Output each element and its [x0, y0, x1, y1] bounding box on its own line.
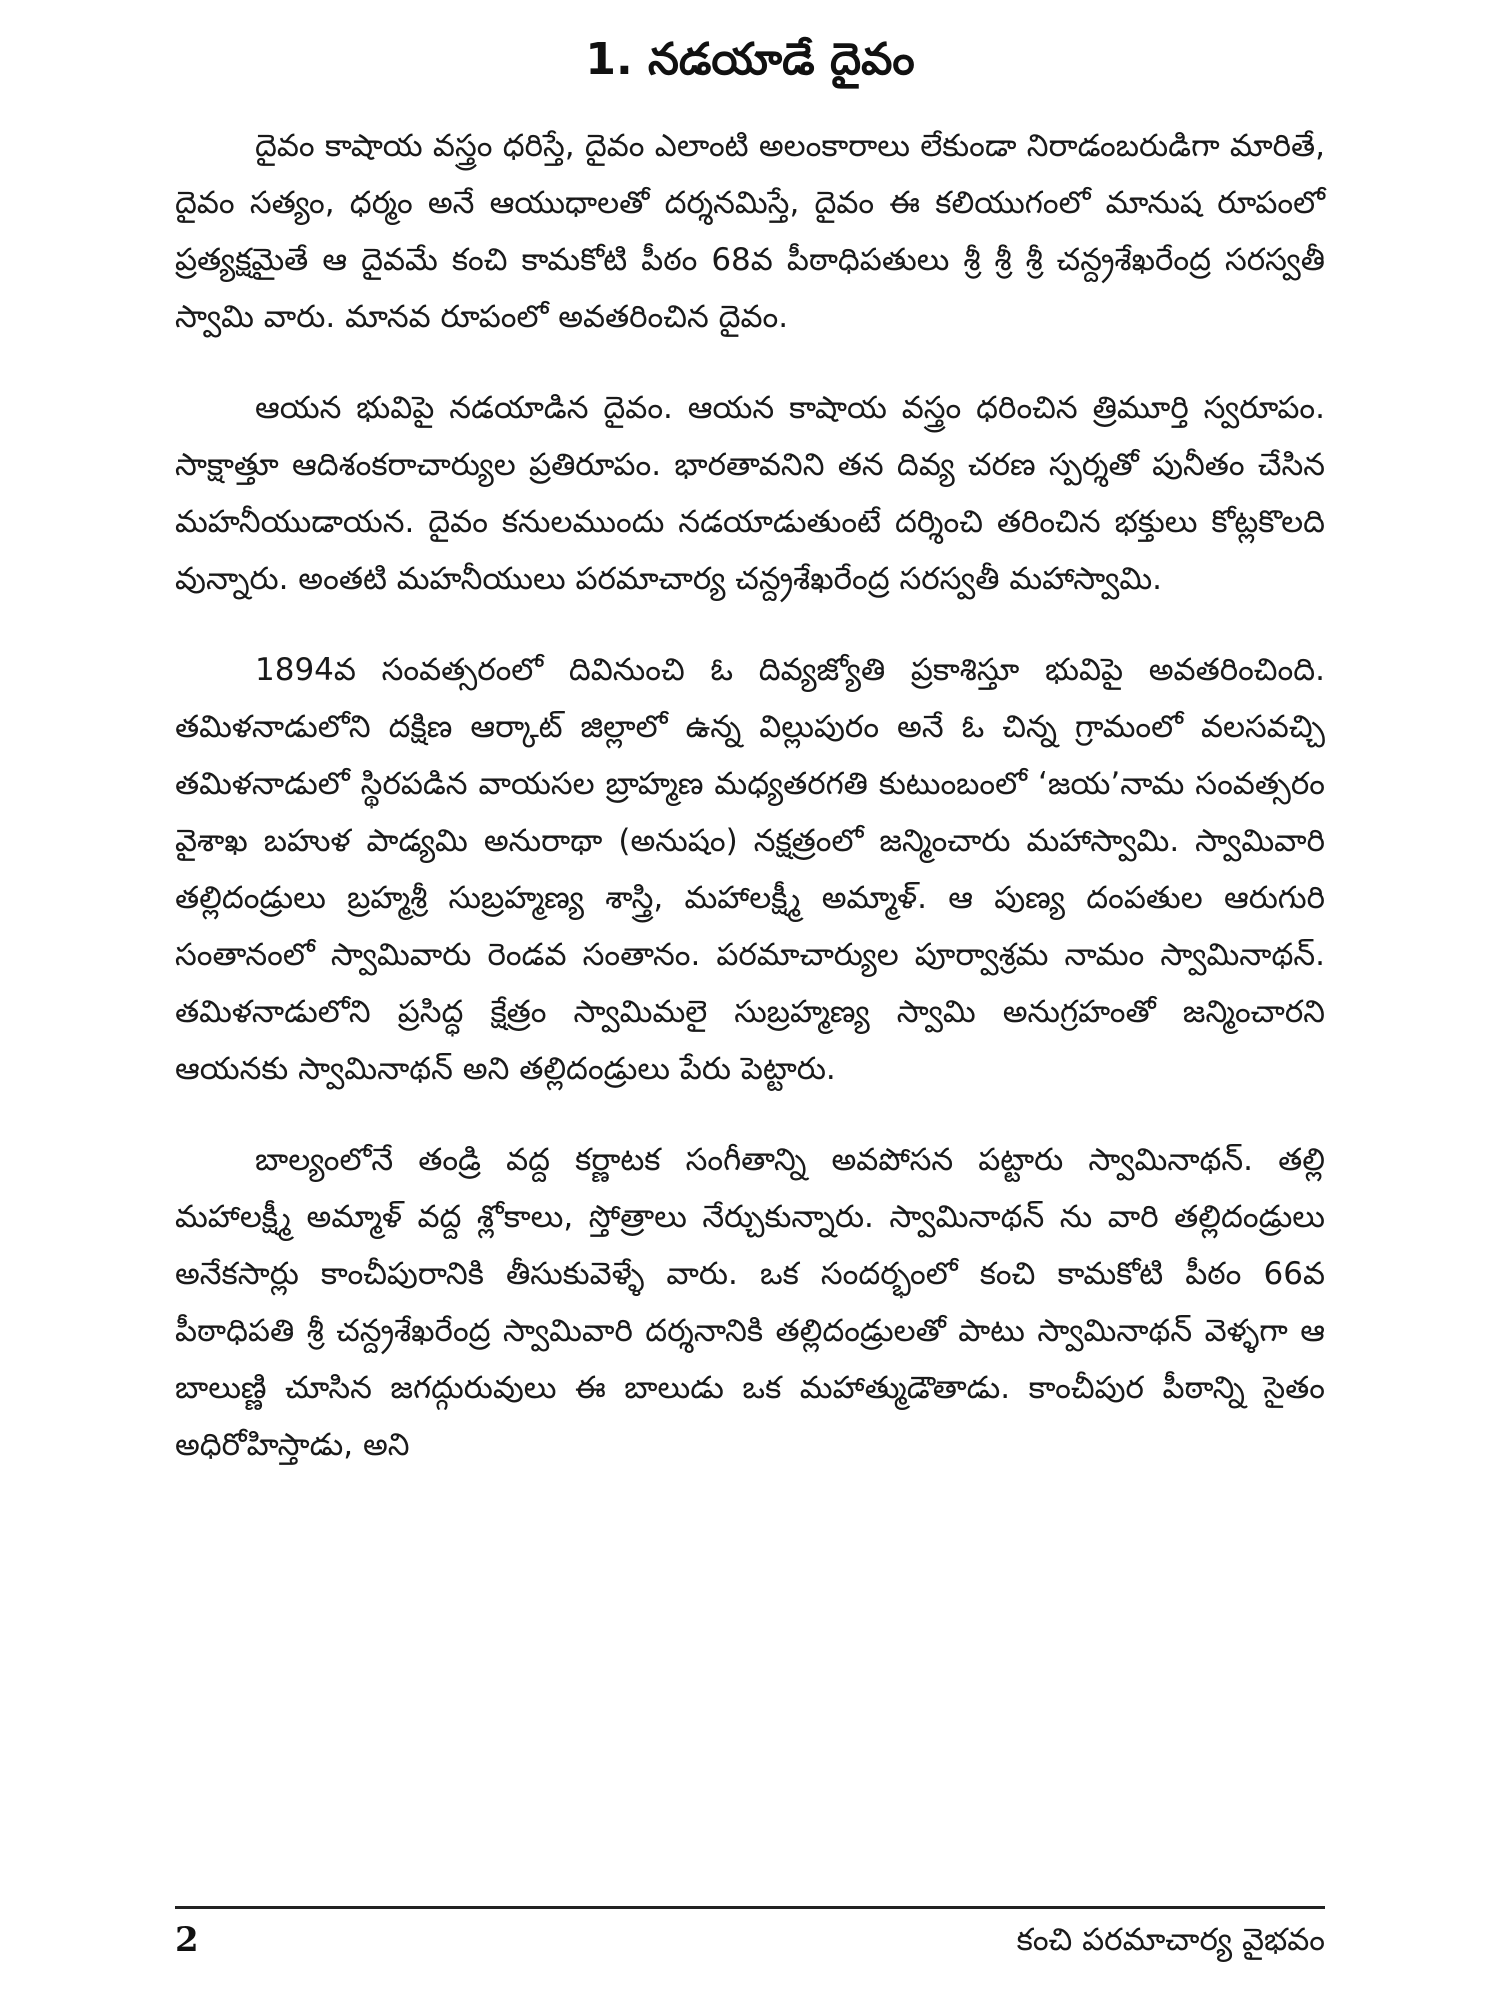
paragraph-4: బాల్యంలోనే తండ్రి వద్ద కర్ణాటక సంగీతాన్ని అవపోసన పట్టారు స్వామినాథన్. తల్లి మహాలక్ష్మీ అమ్మాళ్ వద్ద శ్లోకాలు, స్తోత్రాలు నేర్చుకున్నారు. స్వామినాథన్ ను వారి తల్లిదండ్రులు అనేకసార్లు కాంచీపురానికి తీసుకువెళ్ళే వారు. ఒక సందర్భంలో కంచి కామకోటి పీఠం 66వ పీఠాధిపతి శ్రీ చన్ద్రశేఖరేంద్ర స్వామివారి దర్శనానికి తల్లిదండ్రులతో పాటు స్వామినాథన్ వెళ్ళగా ఆ బాలుణ్ణి చూసిన జగద్గురువులు ఈ బాలుడు ఒక మహాత్ముడౌతాడు. కాంచీపుర పీఠాన్ని సైతం అధిరోహిస్తాడు, అని: [175, 1142, 1325, 1463]
paragraph-2: ఆయన భువిపై నడయాడిన దైవం. ఆయన కాషాయ వస్త్రం ధరించిన త్రిమూర్తి స్వరూపం. సాక్షాత్తూ ఆదిశంకరాచార్యుల ప్రతిరూపం. భారతావనిని తన దివ్య చరణ స్పర్శతో పునీతం చేసిన మహనీయుడాయన. దైవం కనులముందు నడయాడుతుంటే దర్శించి తరించిన భక్తులు కోట్లకొలది వున్నారు. అంతటి మహనీయులు పరమాచార్య చన్ద్రశేఖరేంద్ర సరస్వతీ మహాస్వామి.: [175, 390, 1325, 597]
page-number: 2: [175, 1920, 199, 1960]
chapter-body: [175, 118, 1325, 1508]
chapter-title: 1. నడయాడే దైవం: [585, 34, 915, 85]
paragraph-1: దైవం కాషాయ వస్త్రం ధరిస్తే, దైవం ఎలాంటి అలంకారాలు లేకుండా నిరాడంబరుడిగా మారితే, దైవం సత్యం, ధర్మం అనే ఆయుధాలతో దర్శనమిస్తే, దైవం ఈ కలియుగంలో మానుష రూపంలో ప్రత్యక్షమైతే ఆ దైవమే కంచి కామకోటి పీఠం 68వ పీఠాధిపతులు శ్రీ శ్రీ శ్రీ చన్ద్రశేఖరేంద్ర సరస్వతీ స్వామి వారు. మానవ రూపంలో అవతరించిన దైవం.: [175, 128, 1325, 335]
running-footer-title: కంచి పరమాచార్య వైభవం: [1016, 1922, 1325, 1958]
book-page: [175, 0, 1325, 2000]
footer-divider: [175, 1906, 1325, 1909]
paragraph-3: 1894వ సంవత్సరంలో దివినుంచి ఓ దివ్యజ్యోతి ప్రకాశిస్తూ భువిపై అవతరించింది. తమిళనాడులోని దక్షిణ ఆర్కాట్ జిల్లాలో ఉన్న విల్లుపురం అనే ఓ చిన్న గ్రామంలో వలసవచ్చి తమిళనాడులో స్థిరపడిన వాయసల బ్రాహ్మణ మధ్యతరగతి కుటుంబంలో ‘జయ’నామ సంవత్సరం వైశాఖ బహుళ పాడ్యమి అనురాథా (అనుషం) నక్షత్రంలో జన్మించారు మహాస్వామి. స్వామివారి తల్లిదండ్రులు బ్రహ్మశ్రీ సుబ్రహ్మణ్య శాస్త్రి, మహాలక్ష్మీ అమ్మాళ్. ఆ పుణ్య దంపతుల ఆరుగురి సంతానంలో స్వామివారు రెండవ సంతానం. పరమాచార్యుల పూర్వాశ్రమ నామం స్వామినాథన్. తమిళనాడులోని ప్రసిద్ధ క్షేత్రం స్వామిమలై సుబ్రహ్మణ్య స్వామి అనుగ్రహంతో జన్మించారని ఆయనకు స్వామినాథన్ అని తల్లిదండ్రులు పేరు పెట్టారు.: [175, 652, 1325, 1087]
